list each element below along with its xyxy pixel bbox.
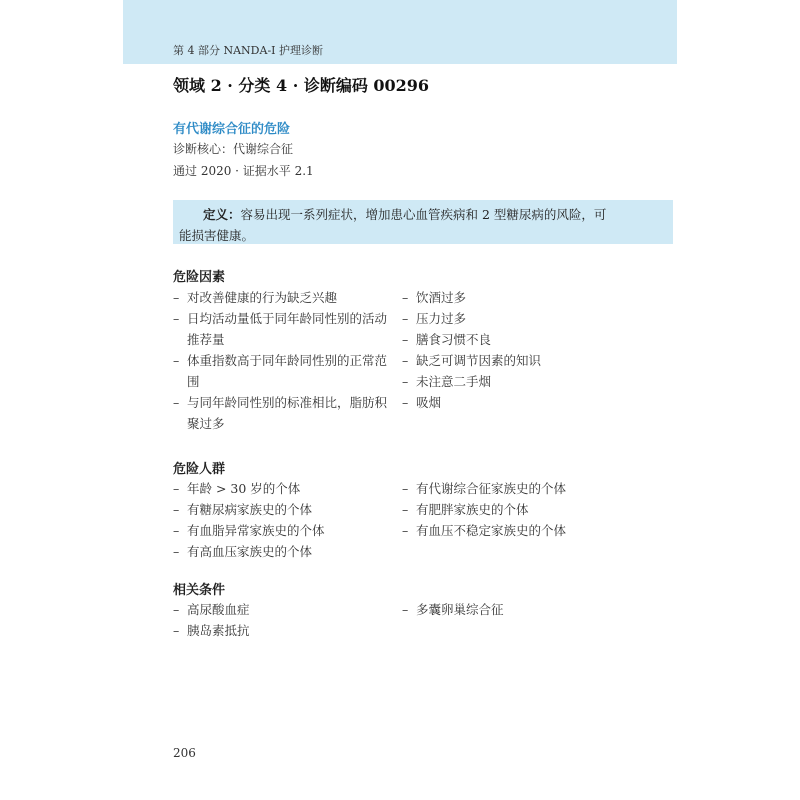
list-item: – 有血压不稳定家族史的个体 — [402, 520, 652, 541]
associated-conditions-right-list — [402, 599, 652, 620]
book-page — [123, 0, 677, 800]
list-item: – 有肥胖家族史的个体 — [402, 499, 652, 520]
associated-conditions-title: 相关条件 — [173, 583, 226, 598]
risk-factors-right-list — [402, 287, 642, 413]
definition-text: 容易出现一系列症状，增加患心血管疾病和 2 型糖尿病的风险，可能损害健康。 — [179, 207, 607, 243]
list-item: – 体重指数高于同年龄同性别的正常范围 — [173, 350, 388, 392]
diagnosis-focus: 诊断核心：代谢综合征 — [173, 142, 294, 156]
risk-factors-title: 危险因素 — [173, 270, 226, 285]
diagnosis-name: 有代谢综合征的危险 — [173, 122, 291, 137]
list-item: – 与同年龄同性别的标准相比，脂肪积聚过多 — [173, 392, 388, 434]
at-risk-population-title: 危险人群 — [173, 462, 226, 477]
page-title: 领域 2 · 分类 4 · 诊断编码 00296 — [173, 76, 430, 95]
list-item: – 有代谢综合征家族史的个体 — [402, 478, 652, 499]
list-item: – 吸烟 — [402, 392, 642, 413]
list-item: – 饮酒过多 — [402, 287, 642, 308]
diagnosis-approval: 通过 2020 · 证据水平 2.1 — [173, 164, 314, 178]
definition — [179, 204, 609, 246]
page-number: 206 — [173, 746, 196, 760]
associated-conditions-left-list — [173, 599, 398, 641]
list-item: – 年龄 > 30 岁的个体 — [173, 478, 398, 499]
list-item: – 多囊卵巢综合征 — [402, 599, 652, 620]
list-item: – 未注意二手烟 — [402, 371, 642, 392]
list-item: – 有高血压家族史的个体 — [173, 541, 398, 562]
list-item: – 有糖尿病家族史的个体 — [173, 499, 398, 520]
at-risk-population-right-list — [402, 478, 652, 541]
list-item: – 缺乏可调节因素的知识 — [402, 350, 642, 371]
list-item: – 日均活动量低于同年龄同性别的活动推荐量 — [173, 308, 388, 350]
list-item: – 高尿酸血症 — [173, 599, 398, 620]
list-item: – 压力过多 — [402, 308, 642, 329]
list-item: – 胰岛素抵抗 — [173, 620, 398, 641]
list-item: – 有血脂异常家族史的个体 — [173, 520, 398, 541]
list-item: – 膳食习惯不良 — [402, 329, 642, 350]
risk-factors-left-list — [173, 287, 388, 434]
running-head: 第 4 部分 NANDA-I 护理诊断 — [173, 44, 324, 57]
definition-label: 定义： — [203, 207, 241, 222]
list-item: – 对改善健康的行为缺乏兴趣 — [173, 287, 388, 308]
at-risk-population-left-list — [173, 478, 398, 562]
